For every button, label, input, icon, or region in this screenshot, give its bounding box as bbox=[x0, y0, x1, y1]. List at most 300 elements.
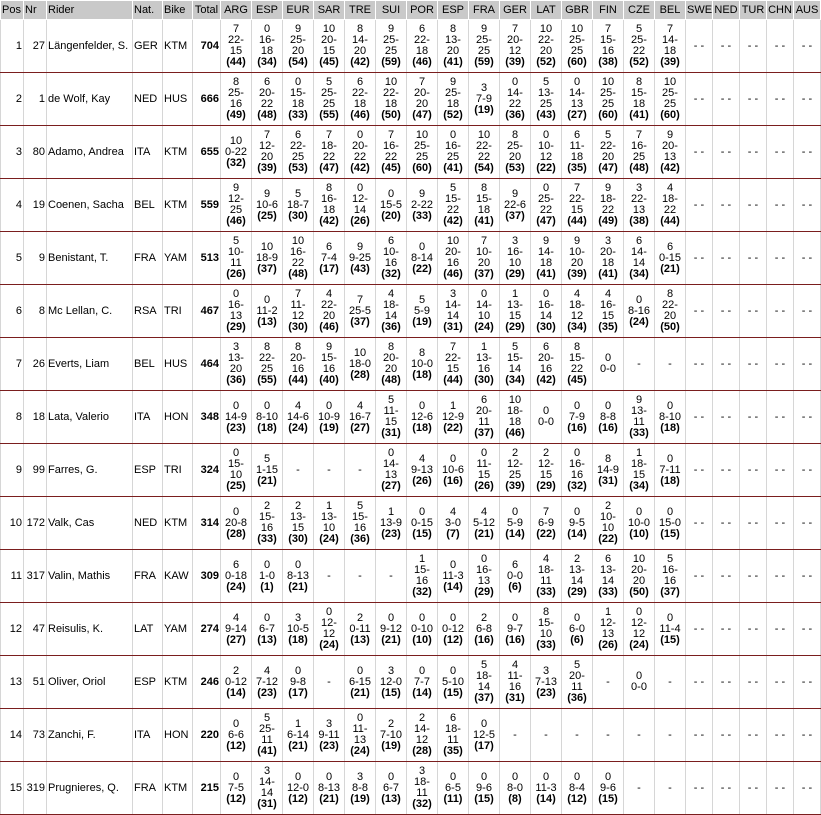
number-cell: 8 bbox=[24, 285, 47, 338]
race-result-cell bbox=[345, 550, 376, 603]
race-result-cell bbox=[655, 656, 686, 709]
race-points: (33) bbox=[288, 109, 308, 121]
race-scores: - - bbox=[801, 410, 813, 423]
race-result-cell bbox=[500, 550, 531, 603]
race-result-cell bbox=[469, 179, 500, 232]
race-points: (21) bbox=[474, 527, 494, 540]
table-row bbox=[1, 550, 821, 603]
race-points: (32) bbox=[412, 586, 432, 598]
race-result-cell bbox=[713, 603, 740, 656]
race-result-cell bbox=[655, 444, 686, 497]
race-scores: 9 10- 20 bbox=[569, 235, 585, 269]
race-scores: 10 22- 20 bbox=[538, 23, 554, 57]
race-result-cell bbox=[221, 73, 252, 126]
race-result-cell bbox=[438, 444, 469, 497]
race-result-cell bbox=[767, 391, 794, 444]
race-scores: - - bbox=[801, 251, 813, 264]
race-result-cell bbox=[794, 762, 821, 815]
race-scores: - - bbox=[747, 410, 759, 423]
race-points: (21) bbox=[660, 262, 680, 275]
race-scores: 0 8-4 bbox=[569, 770, 585, 794]
position-cell: 12 bbox=[1, 603, 24, 656]
race-points: (33) bbox=[412, 209, 432, 222]
total-points-cell: 559 bbox=[193, 179, 221, 232]
bike-cell: HUS bbox=[163, 338, 193, 391]
column-header[interactable]: TUR bbox=[740, 1, 767, 20]
race-points: (43) bbox=[536, 109, 556, 121]
race-result-cell bbox=[314, 762, 345, 815]
race-scores: - - bbox=[720, 463, 732, 476]
race-points: (38) bbox=[598, 56, 618, 68]
race-result-cell bbox=[713, 497, 740, 550]
race-result-cell bbox=[593, 603, 624, 656]
column-header[interactable]: Pos bbox=[1, 1, 24, 20]
race-result-cell bbox=[713, 179, 740, 232]
race-points: (32) bbox=[567, 480, 587, 492]
race-result-cell bbox=[345, 285, 376, 338]
race-scores: - - bbox=[801, 92, 813, 105]
race-points: (22) bbox=[412, 262, 432, 275]
race-points: (54) bbox=[474, 162, 494, 174]
race-points: (37) bbox=[474, 427, 494, 439]
race-points: (38) bbox=[629, 215, 649, 227]
race-result-cell bbox=[767, 126, 794, 179]
race-scores: 0 9-12 bbox=[379, 611, 403, 635]
race-scores: - - bbox=[720, 675, 732, 688]
race-scores: - - bbox=[720, 92, 732, 105]
race-result-cell bbox=[655, 550, 686, 603]
race-points: (15) bbox=[381, 686, 401, 699]
total-points-cell: 309 bbox=[193, 550, 221, 603]
race-scores: - - bbox=[693, 569, 705, 582]
race-result-cell bbox=[407, 126, 438, 179]
race-result-cell bbox=[624, 444, 655, 497]
race-points: (12) bbox=[443, 633, 463, 646]
race-result-cell bbox=[438, 179, 469, 232]
race-scores: 1 13- 15 bbox=[507, 288, 523, 322]
race-scores: 2 13- 14 bbox=[569, 553, 585, 587]
total-points-cell: 464 bbox=[193, 338, 221, 391]
race-scores: 9 25- 25 bbox=[476, 23, 492, 57]
race-scores: 4 16-7 bbox=[348, 399, 372, 423]
race-scores: 5 16- 16 bbox=[662, 553, 678, 587]
race-scores: 0 8-13 bbox=[317, 770, 341, 794]
race-points: (24) bbox=[474, 321, 494, 333]
table-row bbox=[1, 126, 821, 179]
race-points: (35) bbox=[598, 321, 618, 333]
race-points: (15) bbox=[443, 686, 463, 699]
nationality-cell: GER bbox=[133, 20, 163, 73]
race-result-cell bbox=[376, 285, 407, 338]
race-scores: 0 14- 13 bbox=[383, 447, 399, 481]
total-points-cell: 220 bbox=[193, 709, 221, 762]
rider-name-cell: Adamo, Andrea bbox=[47, 126, 133, 179]
race-result-cell bbox=[713, 285, 740, 338]
race-points: (37) bbox=[350, 315, 370, 328]
race-points: (44) bbox=[443, 374, 463, 386]
race-scores: 8 15- 10 bbox=[538, 606, 554, 640]
race-scores: 0 25- 22 bbox=[538, 182, 554, 216]
race-result-cell bbox=[562, 709, 593, 762]
position-cell: 3 bbox=[1, 126, 24, 179]
race-result-cell bbox=[767, 603, 794, 656]
race-result-cell bbox=[713, 709, 740, 762]
race-scores: 7 11- 12 bbox=[290, 288, 306, 322]
race-scores: - - bbox=[693, 39, 705, 52]
race-scores: - - bbox=[693, 145, 705, 158]
column-header[interactable]: TRE bbox=[345, 1, 376, 20]
race-points: (17) bbox=[288, 686, 308, 699]
race-points: (21) bbox=[381, 633, 401, 646]
race-scores: - - bbox=[720, 251, 732, 264]
race-result-cell bbox=[593, 444, 624, 497]
column-header[interactable]: AUS bbox=[794, 1, 821, 20]
race-scores: 7 20- 12 bbox=[507, 23, 523, 57]
race-scores: - - bbox=[747, 781, 759, 794]
column-header[interactable]: SUI bbox=[376, 1, 407, 20]
race-result-cell bbox=[624, 656, 655, 709]
race-scores: 0 11- 15 bbox=[476, 447, 492, 481]
race-result-cell bbox=[376, 497, 407, 550]
race-scores: 0 7-5 bbox=[228, 770, 244, 794]
column-header[interactable]: SWE bbox=[686, 1, 713, 20]
race-result-cell bbox=[438, 20, 469, 73]
column-header[interactable]: LAT bbox=[531, 1, 562, 20]
race-scores: - bbox=[668, 728, 672, 741]
race-points: (15) bbox=[412, 527, 432, 540]
number-cell: 51 bbox=[24, 656, 47, 709]
race-points: (24) bbox=[226, 580, 246, 593]
race-scores: 4 22- 20 bbox=[321, 288, 337, 322]
race-points: (15) bbox=[474, 792, 494, 805]
race-points: (15) bbox=[660, 527, 680, 540]
race-points: (48) bbox=[288, 268, 308, 280]
table-body bbox=[1, 20, 821, 815]
race-scores: 6 0-0 bbox=[507, 558, 523, 582]
column-header[interactable]: Nr bbox=[24, 1, 47, 20]
race-points: (24) bbox=[288, 421, 308, 434]
race-scores: 0 0-0 bbox=[538, 405, 554, 428]
race-points: (18) bbox=[257, 421, 277, 434]
bike-cell: HUS bbox=[163, 73, 193, 126]
race-result-cell bbox=[407, 444, 438, 497]
race-scores: - - bbox=[774, 728, 786, 741]
race-points: (27) bbox=[350, 421, 370, 434]
race-scores: 9 13- 11 bbox=[631, 394, 647, 428]
race-scores: 1 15- 16 bbox=[414, 553, 430, 587]
race-scores: 0 15-0 bbox=[658, 505, 682, 529]
race-scores: - - bbox=[801, 357, 813, 370]
nationality-cell: FRA bbox=[133, 762, 163, 815]
race-scores: - - bbox=[693, 92, 705, 105]
race-scores: 0 11-2 bbox=[256, 293, 278, 317]
race-scores: 0 15- 10 bbox=[228, 447, 244, 481]
column-header[interactable]: SAR bbox=[314, 1, 345, 20]
race-points: (36) bbox=[350, 533, 370, 545]
race-scores: 8 25- 20 bbox=[507, 129, 523, 163]
race-points: (60) bbox=[412, 162, 432, 174]
race-points: (47) bbox=[598, 162, 618, 174]
race-result-cell bbox=[686, 391, 713, 444]
race-scores: 9 25- 18 bbox=[445, 76, 461, 110]
race-points: (31) bbox=[257, 798, 277, 810]
race-scores: 0 5-10 bbox=[441, 664, 465, 688]
race-scores: 5 13- 25 bbox=[538, 76, 554, 110]
race-result-cell bbox=[438, 656, 469, 709]
column-header[interactable]: Rider bbox=[47, 1, 133, 20]
race-result-cell bbox=[407, 338, 438, 391]
race-points: (12) bbox=[226, 792, 246, 805]
race-result-cell bbox=[283, 73, 314, 126]
total-points-cell: 215 bbox=[193, 762, 221, 815]
race-points: (36) bbox=[567, 692, 587, 704]
race-scores: 9 20- 13 bbox=[662, 129, 678, 163]
race-points: (18) bbox=[288, 633, 308, 646]
race-result-cell bbox=[500, 232, 531, 285]
race-scores: 6 22- 25 bbox=[290, 129, 306, 163]
column-header[interactable]: ARG bbox=[221, 1, 252, 20]
race-result-cell bbox=[740, 656, 767, 709]
race-scores: - - bbox=[747, 622, 759, 635]
race-points: (21) bbox=[288, 739, 308, 752]
race-points: (42) bbox=[660, 162, 680, 174]
race-scores: 0 12-0 bbox=[286, 770, 310, 794]
column-header[interactable]: POR bbox=[407, 1, 438, 20]
race-result-cell bbox=[500, 762, 531, 815]
race-result-cell bbox=[221, 444, 252, 497]
race-result-cell bbox=[345, 497, 376, 550]
race-result-cell bbox=[407, 391, 438, 444]
race-result-cell bbox=[767, 338, 794, 391]
column-header[interactable]: BEL bbox=[655, 1, 686, 20]
race-points: (25) bbox=[257, 209, 277, 222]
race-result-cell bbox=[562, 444, 593, 497]
race-scores: - - bbox=[801, 304, 813, 317]
race-scores: 0 16- 18 bbox=[259, 23, 275, 57]
race-points: (21) bbox=[288, 580, 308, 593]
race-scores: 0 0-0 bbox=[600, 352, 616, 375]
race-result-cell bbox=[562, 285, 593, 338]
position-cell: 8 bbox=[1, 391, 24, 444]
race-points: (10) bbox=[629, 527, 649, 540]
position-cell: 4 bbox=[1, 179, 24, 232]
race-scores: - - bbox=[747, 39, 759, 52]
column-header[interactable]: ESP bbox=[438, 1, 469, 20]
race-result-cell bbox=[767, 444, 794, 497]
race-result-cell bbox=[593, 126, 624, 179]
race-result-cell bbox=[469, 603, 500, 656]
race-result-cell bbox=[438, 550, 469, 603]
race-points: (59) bbox=[381, 56, 401, 68]
race-points: (49) bbox=[226, 109, 246, 121]
race-scores: 8 20- 16 bbox=[290, 341, 306, 375]
race-result-cell bbox=[500, 20, 531, 73]
race-points: (40) bbox=[319, 374, 339, 386]
race-result-cell bbox=[531, 762, 562, 815]
race-result-cell bbox=[221, 232, 252, 285]
race-scores: 0 6-6 bbox=[228, 717, 244, 741]
race-result-cell bbox=[740, 73, 767, 126]
column-header[interactable]: GER bbox=[500, 1, 531, 20]
race-points: (25) bbox=[226, 480, 246, 492]
race-result-cell bbox=[794, 73, 821, 126]
race-scores: 4 3-0 bbox=[445, 505, 461, 529]
race-result-cell bbox=[531, 550, 562, 603]
race-result-cell bbox=[438, 73, 469, 126]
race-result-cell bbox=[655, 603, 686, 656]
race-points: (47) bbox=[412, 109, 432, 121]
race-points: (31) bbox=[443, 321, 463, 333]
race-result-cell bbox=[314, 126, 345, 179]
column-header[interactable]: Nat. bbox=[133, 1, 163, 20]
column-header[interactable]: GBR bbox=[562, 1, 593, 20]
race-scores: 10 20- 15 bbox=[321, 23, 337, 57]
race-result-cell bbox=[376, 444, 407, 497]
race-result-cell bbox=[283, 338, 314, 391]
race-points: (41) bbox=[536, 268, 556, 280]
race-result-cell bbox=[345, 20, 376, 73]
race-points: (30) bbox=[474, 374, 494, 386]
race-result-cell bbox=[283, 20, 314, 73]
race-points: (37) bbox=[257, 262, 277, 275]
race-result-cell bbox=[500, 656, 531, 709]
total-points-cell: 655 bbox=[193, 126, 221, 179]
bike-cell: TRI bbox=[163, 285, 193, 338]
race-scores: - - bbox=[774, 92, 786, 105]
race-points: (1) bbox=[260, 580, 274, 593]
race-scores: 0 16- 16 bbox=[569, 447, 585, 481]
race-result-cell bbox=[713, 550, 740, 603]
column-header[interactable]: FIN bbox=[593, 1, 624, 20]
race-points: (23) bbox=[257, 686, 277, 699]
race-points: (30) bbox=[288, 321, 308, 333]
race-result-cell bbox=[500, 338, 531, 391]
race-result-cell bbox=[655, 391, 686, 444]
position-cell: 13 bbox=[1, 656, 24, 709]
race-points: (22) bbox=[536, 162, 556, 174]
race-scores: 9 12- 25 bbox=[228, 182, 244, 216]
race-result-cell bbox=[252, 656, 283, 709]
race-scores: 9 18- 22 bbox=[600, 182, 616, 216]
column-header[interactable]: ESP bbox=[252, 1, 283, 20]
race-scores: 7 18- 22 bbox=[321, 129, 337, 163]
race-scores: 0 15- 18 bbox=[290, 76, 306, 110]
race-result-cell bbox=[407, 550, 438, 603]
race-result-cell bbox=[221, 550, 252, 603]
race-result-cell bbox=[562, 391, 593, 444]
race-points: (32) bbox=[226, 156, 246, 169]
race-points: (28) bbox=[412, 745, 432, 757]
race-points: (44) bbox=[660, 215, 680, 227]
race-result-cell bbox=[469, 338, 500, 391]
bike-cell: KTM bbox=[163, 20, 193, 73]
race-result-cell bbox=[767, 709, 794, 762]
table-row bbox=[1, 338, 821, 391]
race-result-cell bbox=[767, 762, 794, 815]
race-points: (46) bbox=[443, 268, 463, 280]
race-result-cell bbox=[345, 73, 376, 126]
race-scores: 0 0-15 bbox=[410, 505, 434, 529]
column-header[interactable]: Bike bbox=[163, 1, 193, 20]
race-scores: - - bbox=[720, 410, 732, 423]
race-scores: 0 14- 13 bbox=[569, 76, 585, 110]
race-result-cell bbox=[469, 73, 500, 126]
race-scores: - bbox=[637, 728, 641, 741]
race-scores: 0 6-0 bbox=[569, 611, 585, 635]
race-result-cell bbox=[438, 285, 469, 338]
column-header[interactable]: NED bbox=[713, 1, 740, 20]
race-scores: 7 6-9 bbox=[538, 505, 554, 529]
race-result-cell bbox=[740, 550, 767, 603]
race-points: (16) bbox=[443, 474, 463, 487]
column-header[interactable]: CZE bbox=[624, 1, 655, 20]
race-result-cell bbox=[624, 285, 655, 338]
race-points: (19) bbox=[350, 792, 370, 805]
race-points: (39) bbox=[257, 162, 277, 174]
race-points: (22) bbox=[598, 533, 618, 545]
race-scores: - - bbox=[693, 675, 705, 688]
race-points: (48) bbox=[257, 109, 277, 121]
race-scores: 1 13-9 bbox=[379, 505, 403, 529]
race-points: (13) bbox=[257, 315, 277, 328]
race-result-cell bbox=[252, 550, 283, 603]
race-scores: - - bbox=[720, 357, 732, 370]
race-points: (41) bbox=[443, 162, 463, 174]
race-result-cell bbox=[713, 391, 740, 444]
table-row bbox=[1, 709, 821, 762]
table-row bbox=[1, 20, 821, 73]
race-points: (24) bbox=[350, 745, 370, 757]
race-scores: 8 13- 20 bbox=[445, 23, 461, 57]
race-points: (41) bbox=[443, 56, 463, 68]
race-result-cell bbox=[713, 762, 740, 815]
column-header[interactable]: CHN bbox=[767, 1, 794, 20]
race-result-cell bbox=[283, 603, 314, 656]
race-result-cell bbox=[221, 603, 252, 656]
race-points: (36) bbox=[381, 321, 401, 333]
race-points: (32) bbox=[381, 268, 401, 280]
race-points: (29) bbox=[474, 586, 494, 598]
race-scores: 9 25- 20 bbox=[290, 23, 306, 57]
column-header[interactable]: Total bbox=[193, 1, 221, 20]
race-result-cell bbox=[531, 338, 562, 391]
race-result-cell bbox=[314, 709, 345, 762]
race-result-cell bbox=[407, 656, 438, 709]
column-header[interactable]: EUR bbox=[283, 1, 314, 20]
race-scores: - bbox=[668, 357, 672, 370]
race-scores: 0 8-8 bbox=[600, 399, 616, 423]
race-result-cell bbox=[345, 338, 376, 391]
race-points: (29) bbox=[567, 586, 587, 598]
race-points: (15) bbox=[598, 792, 618, 805]
nationality-cell: ITA bbox=[133, 709, 163, 762]
race-points: (24) bbox=[319, 639, 339, 651]
race-result-cell bbox=[655, 73, 686, 126]
race-result-cell bbox=[500, 179, 531, 232]
race-scores: 2 0-11 bbox=[349, 611, 371, 635]
race-points: (21) bbox=[257, 474, 277, 487]
race-scores: - - bbox=[720, 622, 732, 635]
race-scores: 4 18- 11 bbox=[538, 553, 554, 587]
race-points: (14) bbox=[505, 527, 525, 540]
race-scores: - - bbox=[801, 728, 813, 741]
race-result-cell bbox=[531, 603, 562, 656]
race-scores: 8 14-9 bbox=[596, 452, 620, 476]
column-header[interactable]: FRA bbox=[469, 1, 500, 20]
race-points: (60) bbox=[660, 109, 680, 121]
race-points: (13) bbox=[381, 792, 401, 805]
race-result-cell bbox=[283, 497, 314, 550]
